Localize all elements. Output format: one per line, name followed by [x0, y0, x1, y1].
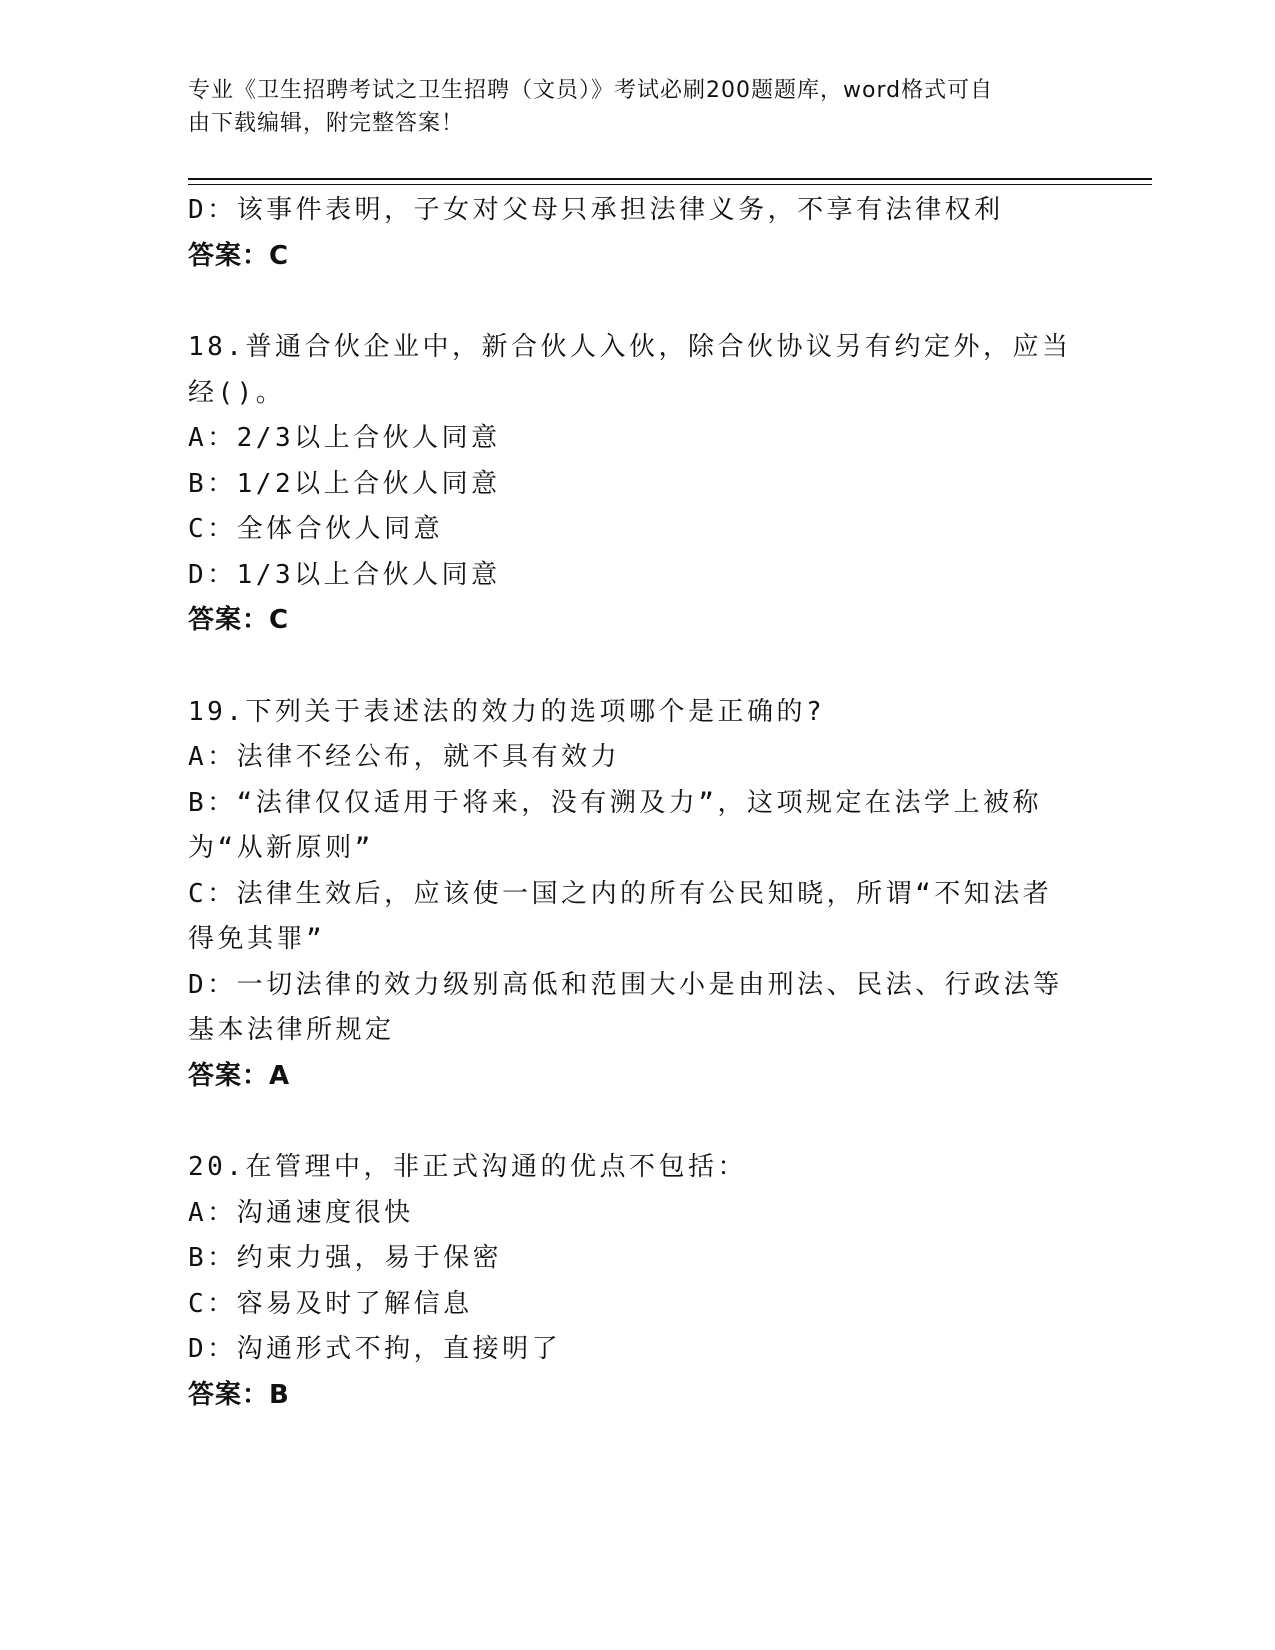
option-a: A：沟通速度很快 [188, 1197, 414, 1228]
prev-answer: 答案：C [188, 240, 290, 271]
question-stem: 20.在管理中，非正式沟通的优点不包括： [188, 1152, 747, 1182]
option-a: A：2/3以上合伙人同意 [188, 423, 501, 453]
option-c: C：容易及时了解信息 [188, 1288, 473, 1319]
option-b: B：1/2以上合伙人同意 [188, 468, 501, 499]
document-header [188, 74, 1068, 140]
header-divider [188, 178, 1152, 180]
prev-option-d: D：该事件表明，子女对父母只承担法律义务，不享有法律权利 [188, 195, 1004, 225]
question-18 [188, 325, 1088, 644]
option-c: C：法律生效后，应该使一国之内的所有公民知晓，所谓“不知法者得免其罪” [188, 878, 1053, 954]
header-line-1: 专业《卫生招聘考试之卫生招聘（文员）》考试必刷200题题库，word格式可自 [188, 78, 994, 103]
question-stem: 18.普通合伙企业中，新合伙人入伙，除合伙协议另有约定外，应当经()。 [188, 332, 1072, 408]
option-b: B：“法律仅仅适用于将来，没有溯及力”，这项规定在法学上被称为“从新原则” [188, 787, 1042, 863]
answer-line: 答案：B [188, 1379, 290, 1410]
option-d: D：1/3以上合伙人同意 [188, 559, 501, 590]
option-b: B：约束力强，易于保密 [188, 1243, 503, 1273]
header-line-2: 由下载编辑，附完整答案！ [188, 111, 465, 136]
option-d: D：沟通形式不拘，直接明了 [188, 1334, 562, 1364]
answer-line: 答案：C [188, 605, 290, 635]
question-19 [188, 690, 1088, 1100]
document-body [188, 188, 1088, 1418]
option-c: C：全体合伙人同意 [188, 514, 444, 544]
option-a: A：法律不经公布，就不具有效力 [188, 742, 621, 772]
question-20 [188, 1145, 1088, 1418]
option-d: D：一切法律的效力级别高低和范围大小是由刑法、民法、行政法等基本法律所规定 [188, 969, 1063, 1045]
header-divider-thin [188, 184, 1152, 185]
question-stem: 19.下列关于表述法的效力的选项哪个是正确的? [188, 696, 826, 727]
answer-line: 答案：A [188, 1060, 291, 1091]
